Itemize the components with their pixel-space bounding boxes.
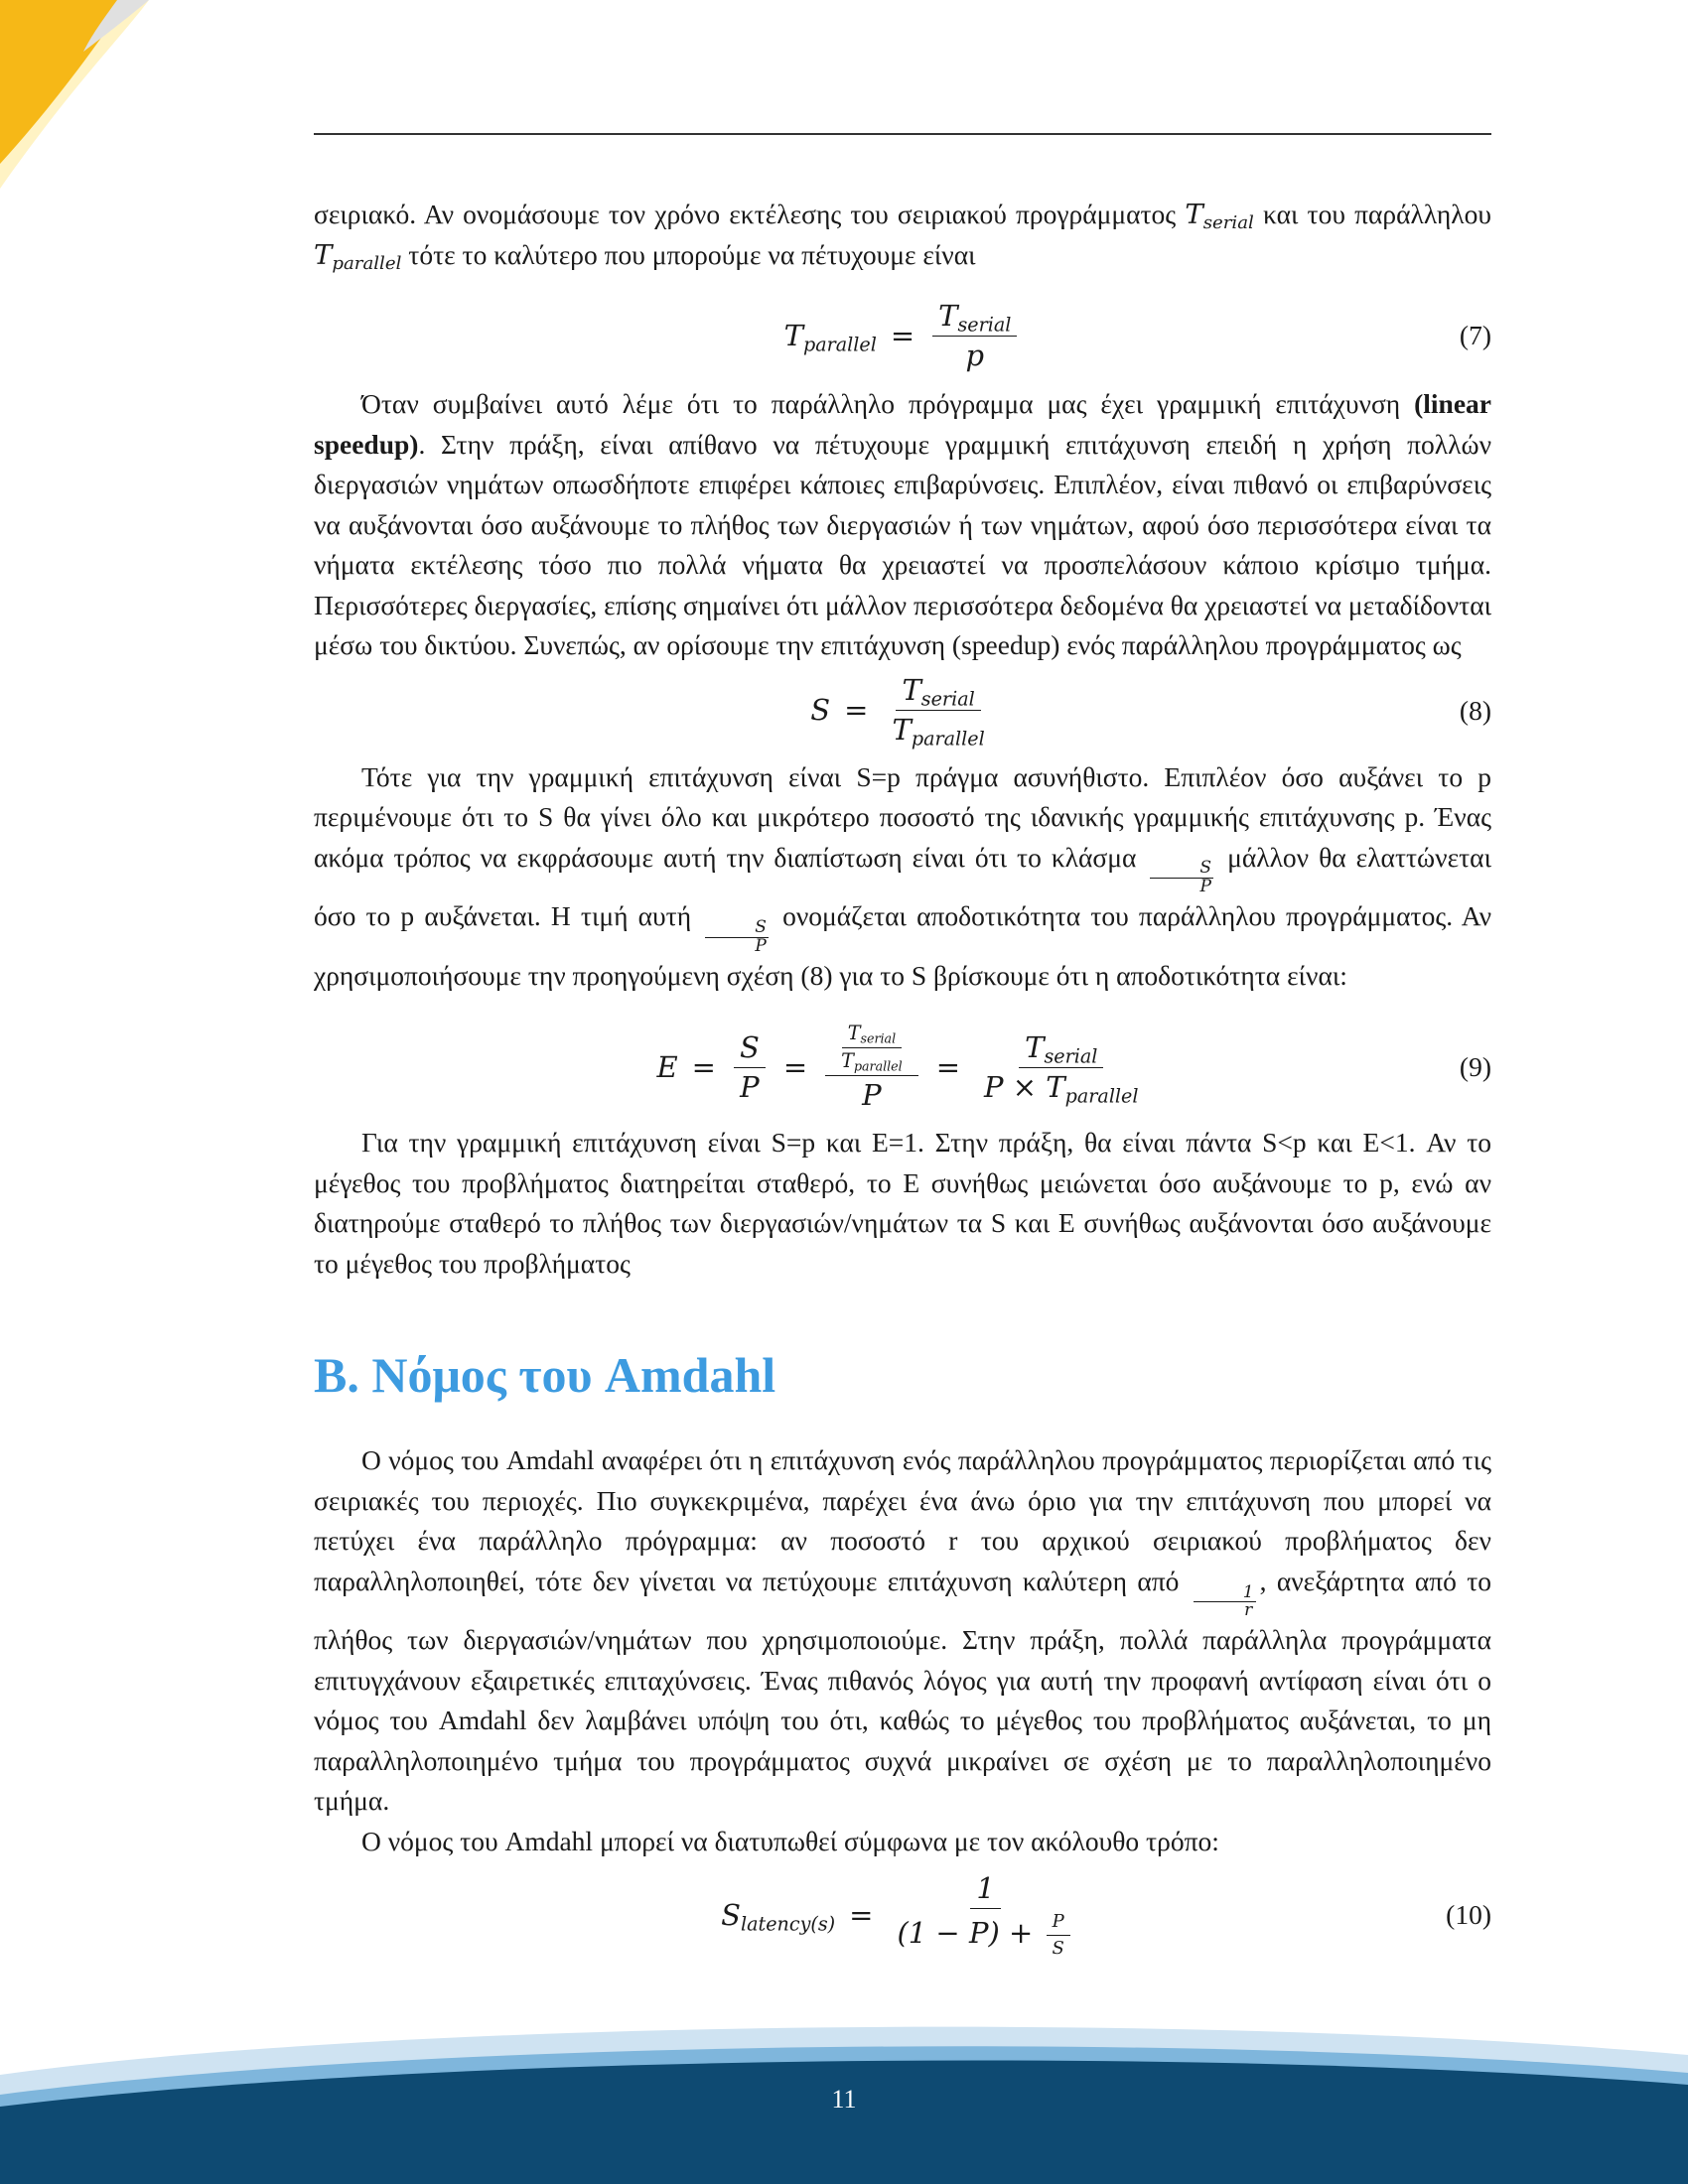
nested-fraction: $\frac{T_{serial}}{T_{parallel}}$ (841, 1021, 903, 1074)
section-heading: B. Νόμος του Amdahl (314, 1347, 776, 1404)
fraction: $\frac{\frac{T_{serial}}{T_{parallel}}}{P}$ (825, 1023, 918, 1113)
inline-fraction: $\frac{S}{P}$ (705, 919, 769, 956)
paragraph: Ο νόμος του Amdahl αναφέρει ότι η επιτάχυνση ενός παράλληλου προγράμματος περιορίζεται από τις σειριακές του περιοχές. Πιο συγκεκριμένα, παρέχει ένα άνω όριο για την επιτάχυνση που μπορεί να πετύχει ένα παράλληλο πρόγραμμα: αν ποσοστό r του αρχικού σειριακού προβλήματος δεν παραλληλοποιηθεί, τότε δεν γίνεται να πετύχουμε επιτάχυνση καλύτερη από $\frac{1}{r}$ , ανεξάρτητα από το πλήθος των διεργασιών/νημάτων που χρησιμοποιούμε. Στην πράξη, πολλά παράλληλα προγράμματα επιτυγχάνουν εξαιρετικές επιταχύνσεις. Ένας πιθανός λόγος για αυτή την προφανή αντίφαση είναι ότι ο νόμος του Amdahl δεν λαμβάνει υπόψη του ότι, καθώς το μέγεθος του προβλήματος αυξάνεται, το μη παραλληλοποιημένο τμήμα του προγράμματος συχνά μικραίνει σε σχέση με το παραλληλοποιημένο τμήμα. (314, 1444, 1492, 1817)
paragraph: Τότε για την γραμμική επιτάχυνση είναι S=p πράγμα ασυνήθιστο. Επιπλέον όσο αυξάνει το p περιμένουμε ότι το S θα γίνει όλο και μικρότερο ποσοστό της ιδανικής γραμμικής επιτάχυνσης p. Ένας ακόμα τρόπος να εκφράσουμε αυτή την διαπίστωση είναι ότι το κλάσμα $\frac{S}{P}$ μάλλον θα ελαττώνεται όσο το p αυξάνεται. Η τιμή αυτή $\frac{S}{P}$ ονομάζεται αποδοτικότητα του παράλληλου προγράμματος. Αν χρησιμοποιήσουμε την προηγούμενη σχέση (8) για το S βρίσκουμε ότι η αποδοτικότητα είναι: (314, 760, 1492, 991)
equation-9: E = $\frac{S}{P}$ = $\frac{\frac{T_{serial}}{T_{parallel}}}{P}$ = $\frac{T_{serial}}{P \times T_{parallel}}$ (9) (656, 1021, 1491, 1112)
small-fraction: $\frac{P}{S}$ (1047, 1911, 1070, 1959)
equation-7: $T_{parallel}$ = $\frac{T_{serial}}{p}$ (7) (783, 298, 1491, 372)
equation-number: (8) (1459, 694, 1491, 726)
paragraph: Ο νόμος του Amdahl μπορεί να διατυπωθεί σύμφωνα με τον ακόλουθο τρόπο: (361, 1825, 1219, 1856)
fraction: $\frac{T_{serial}}{T_{parallel}}$ (892, 673, 985, 751)
fraction: $\frac{T_{serial}}{P \times T_{parallel}}$ (984, 1029, 1139, 1108)
page-body (314, 195, 1491, 1965)
fraction: 1 (1 − P) + $\frac{P}{S}$ (891, 1871, 1079, 1959)
page-number: 11 (831, 2085, 857, 2114)
equation-10: $S_{latency(s)}$ = 1 (1 − P) + $\frac{P}{S}$ (10) (721, 1871, 1491, 1959)
paragraph: Για την γραμμική επιτάχυνση είναι S=p και E=1. Στην πράξη, θα είναι πάντα S<p και E<1. Αν το μέγεθος του προβλήματος διατηρείται σταθερό, το E συνήθως μειώνεται όσο αυξάνουμε το p, ενώ αν διατηρούμε σταθερό το πλήθος των διεργασιών/νημάτων τα S και E συνήθως αυξάνονται όσο αυξάνουμε το μέγεθος του προβλήματος (314, 1127, 1491, 1279)
equation-number: (10) (1446, 1899, 1491, 1931)
inline-fraction: $\frac{1}{r}$ (1194, 1584, 1256, 1621)
equation-number: (7) (1459, 319, 1491, 350)
fraction: $\frac{T_{serial}}{p}$ (932, 299, 1017, 373)
header-rule (314, 133, 1491, 135)
paragraph: σειριακό. Αν ονομάσουμε τον χρόνο εκτέλεσης του σειριακού προγράμματος $T_{serial}$ και του παράλληλου $T_{parallel}$ τότε το καλύτερο που μπορούμε να πέτυχουμε είναι (314, 199, 1492, 274)
equation-number: (9) (1459, 1050, 1491, 1082)
equation-8: S = $\frac{T_{serial}}{T_{parallel}}$ (8) (810, 673, 1491, 751)
inline-fraction: $\frac{S}{P}$ (1150, 860, 1213, 896)
paragraph: Όταν συμβαίνει αυτό λέμε ότι το παράλληλο πρόγραμμα μας έχει γραμμική επιτάχυνση (linear speedup). Στην πράξη, είναι απίθανο να πέτυχουμε γραμμική επιτάχυνση επειδή η χρήση πολλών διεργασιών νημάτων οπωσδήποτε επιφέρει κάποιες επιβαρύνσεις. Επιπλέον, είναι πιθανό οι επιβαρύνσεις να αυξάνονται όσο αυξάνουμε το πλήθος των διεργασιών ή των νημάτων, αφού όσο περισσότερα είναι τα νήματα εκτέλεσης τόσο πιο πολλά νήματα θα χρειαστεί να προσπελάσουν κάποιο κρίσιμο τμήμα. Περισσότερες διεργασίες, επίσης σημαίνει ότι μάλλον περισσότερα δεδομένα θα χρειαστεί να μεταδίδονται μέσω του δικτύου. Συνεπώς, αν ορίσουμε την επιτάχυνση (speedup) ενός παράλληλου προγράμματος ως (314, 388, 1491, 660)
page-curl-decoration (0, 0, 179, 199)
fraction: $\frac{S}{P}$ (734, 1030, 766, 1105)
